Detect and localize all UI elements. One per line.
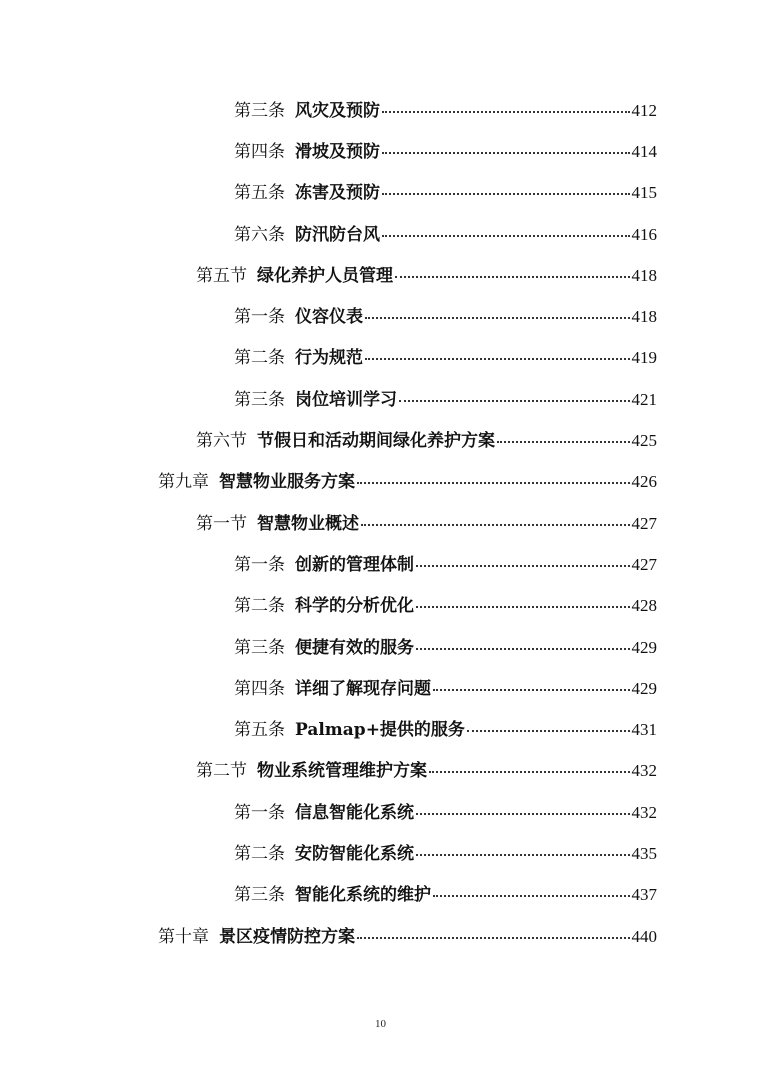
toc-entry-content — [234, 101, 657, 121]
toc-entry-article[interactable] — [0, 173, 761, 214]
toc-entry-number: 第九章 — [158, 472, 209, 493]
toc-entry-title: 信息智能化系统 — [295, 802, 414, 823]
toc-dot-leader — [416, 813, 630, 815]
toc-entry-article[interactable] — [0, 875, 761, 916]
toc-dot-leader — [382, 111, 630, 113]
toc-entry-article[interactable] — [0, 379, 761, 420]
toc-entry-content — [196, 761, 657, 781]
toc-entry-content — [234, 390, 657, 410]
toc-entry-title: 安防智能化系统 — [295, 843, 414, 864]
toc-entry-section[interactable] — [0, 255, 761, 296]
toc-dot-leader — [399, 400, 630, 402]
toc-entry-title: Palmap+提供的服务 — [295, 720, 465, 741]
toc-entry-title: 便捷有效的服务 — [295, 637, 414, 658]
toc-entry-number: 第一节 — [196, 513, 247, 534]
toc-entry-page: 426 — [631, 472, 657, 492]
toc-entry-content — [234, 885, 657, 905]
toc-entry-page: 418 — [631, 265, 657, 285]
toc-entry-number: 第五节 — [196, 265, 247, 286]
toc-entry-article[interactable] — [0, 792, 761, 833]
toc-entry-page: 412 — [631, 100, 657, 120]
toc-entry-number: 第三条 — [234, 100, 285, 121]
toc-entry-title: 防汛防台风 — [295, 224, 380, 245]
toc-entry-number: 第四条 — [234, 678, 285, 699]
toc-entry-page: 418 — [631, 307, 657, 327]
toc-entry-page: 427 — [631, 554, 657, 574]
toc-entry-content — [158, 472, 657, 492]
toc-entry-number: 第二条 — [234, 843, 285, 864]
toc-entry-content — [234, 679, 657, 699]
toc-dot-leader — [357, 937, 630, 939]
toc-entry-section[interactable] — [0, 751, 761, 792]
toc-entry-title: 智能化系统的维护 — [295, 885, 431, 906]
toc-entry-title: 创新的管理体制 — [295, 554, 414, 575]
toc-entry-title: 节假日和活动期间绿化养护方案 — [257, 431, 495, 452]
toc-entry-number: 第三条 — [234, 389, 285, 410]
toc-entry-content — [234, 183, 657, 203]
toc-entry-title: 仪容仪表 — [295, 307, 363, 328]
toc-entry-number: 第六条 — [234, 224, 285, 245]
toc-entry-number: 第二条 — [234, 348, 285, 369]
toc-dot-leader — [365, 317, 630, 319]
toc-entry-page: 432 — [631, 761, 657, 781]
toc-entry-section[interactable] — [0, 420, 761, 461]
toc-entry-title: 行为规范 — [295, 348, 363, 369]
page-number: 10 — [375, 1018, 386, 1030]
toc-entry-content — [234, 307, 657, 327]
toc-entry-page: 421 — [631, 389, 657, 409]
toc-entry-title: 冻害及预防 — [295, 183, 380, 204]
toc-dot-leader — [365, 358, 630, 360]
toc-entry-title: 景区疫情防控方案 — [219, 926, 355, 947]
toc-entry-article[interactable] — [0, 131, 761, 172]
toc-dot-leader — [416, 648, 630, 650]
toc-entry-page: 432 — [631, 802, 657, 822]
toc-entry-chapter[interactable] — [0, 916, 761, 957]
toc-entry-chapter[interactable] — [0, 462, 761, 503]
toc-entry-number: 第四条 — [234, 141, 285, 162]
toc-dot-leader — [382, 193, 630, 195]
toc-entry-content — [234, 803, 657, 823]
toc-entry-article[interactable] — [0, 338, 761, 379]
toc-entry-page: 437 — [631, 885, 657, 905]
toc-dot-leader — [361, 524, 630, 526]
toc-dot-leader — [429, 771, 630, 773]
toc-entry-article[interactable] — [0, 90, 761, 131]
toc-entry-number: 第三条 — [234, 637, 285, 658]
toc-entry-title: 风灾及预防 — [295, 100, 380, 121]
toc-entry-page: 427 — [631, 513, 657, 533]
toc-entry-title: 岗位培训学习 — [295, 389, 397, 410]
toc-entry-content — [196, 514, 657, 534]
toc-entry-page: 431 — [631, 720, 657, 740]
toc-entry-page: 414 — [631, 141, 657, 161]
toc-entry-section[interactable] — [0, 503, 761, 544]
toc-entry-number: 第六节 — [196, 431, 247, 452]
toc-dot-leader — [395, 276, 630, 278]
toc-entry-number: 第五条 — [234, 183, 285, 204]
toc-entry-content — [234, 348, 657, 368]
toc-dot-leader — [382, 152, 630, 154]
toc-entry-number: 第三条 — [234, 885, 285, 906]
toc-entry-page: 428 — [631, 596, 657, 616]
toc-entry-content — [158, 927, 657, 947]
toc-dot-leader — [416, 606, 630, 608]
toc-entry-page: 435 — [631, 843, 657, 863]
toc-entry-page: 429 — [631, 678, 657, 698]
toc-entry-content — [234, 720, 657, 740]
toc-entry-page: 415 — [631, 183, 657, 203]
toc-entry-number: 第十章 — [158, 926, 209, 947]
toc-entry-article[interactable] — [0, 586, 761, 627]
toc-entry-number: 第五条 — [234, 720, 285, 741]
toc-entry-content — [234, 638, 657, 658]
toc-entry-number: 第一条 — [234, 307, 285, 328]
toc-entry-title: 绿化养护人员管理 — [257, 265, 393, 286]
toc-entry-number: 第二节 — [196, 761, 247, 782]
toc-entry-article[interactable] — [0, 833, 761, 874]
toc-entry-content — [234, 555, 657, 575]
toc-entry-article[interactable] — [0, 544, 761, 585]
toc-entry-page: 425 — [631, 431, 657, 451]
toc-entry-article[interactable] — [0, 668, 761, 709]
toc-dot-leader — [433, 895, 630, 897]
toc-entry-title: 科学的分析优化 — [295, 596, 414, 617]
toc-entry-number: 第二条 — [234, 596, 285, 617]
toc-entry-article[interactable] — [0, 627, 761, 668]
toc-entry-page: 416 — [631, 224, 657, 244]
toc-entry-title: 智慧物业服务方案 — [219, 472, 355, 493]
toc-entry-number: 第一条 — [234, 802, 285, 823]
toc-entry-title: 滑坡及预防 — [295, 141, 380, 162]
toc-dot-leader — [357, 482, 630, 484]
toc-entry-article[interactable] — [0, 296, 761, 337]
toc-entry-page: 440 — [631, 926, 657, 946]
toc-dot-leader — [433, 689, 630, 691]
toc-entry-content — [234, 844, 657, 864]
toc-entry-page: 419 — [631, 348, 657, 368]
toc-entry-content — [234, 225, 657, 245]
toc-entry-page: 429 — [631, 637, 657, 657]
toc-entry-content — [234, 142, 657, 162]
toc-entry-content — [234, 596, 657, 616]
toc-entry-title: 物业系统管理维护方案 — [257, 761, 427, 782]
toc-dot-leader — [467, 730, 630, 732]
toc-dot-leader — [416, 565, 630, 567]
toc-entry-title: 智慧物业概述 — [257, 513, 359, 534]
toc-entry-content — [196, 431, 657, 451]
toc-entry-article[interactable] — [0, 214, 761, 255]
toc-dot-leader — [382, 235, 630, 237]
toc-dot-leader — [416, 854, 630, 856]
toc-entry-number: 第一条 — [234, 554, 285, 575]
toc-entry-content — [196, 266, 657, 286]
toc-dot-leader — [497, 441, 630, 443]
table-of-contents — [0, 90, 761, 957]
toc-entry-article[interactable] — [0, 709, 761, 750]
toc-entry-title: 详细了解现存问题 — [295, 678, 431, 699]
